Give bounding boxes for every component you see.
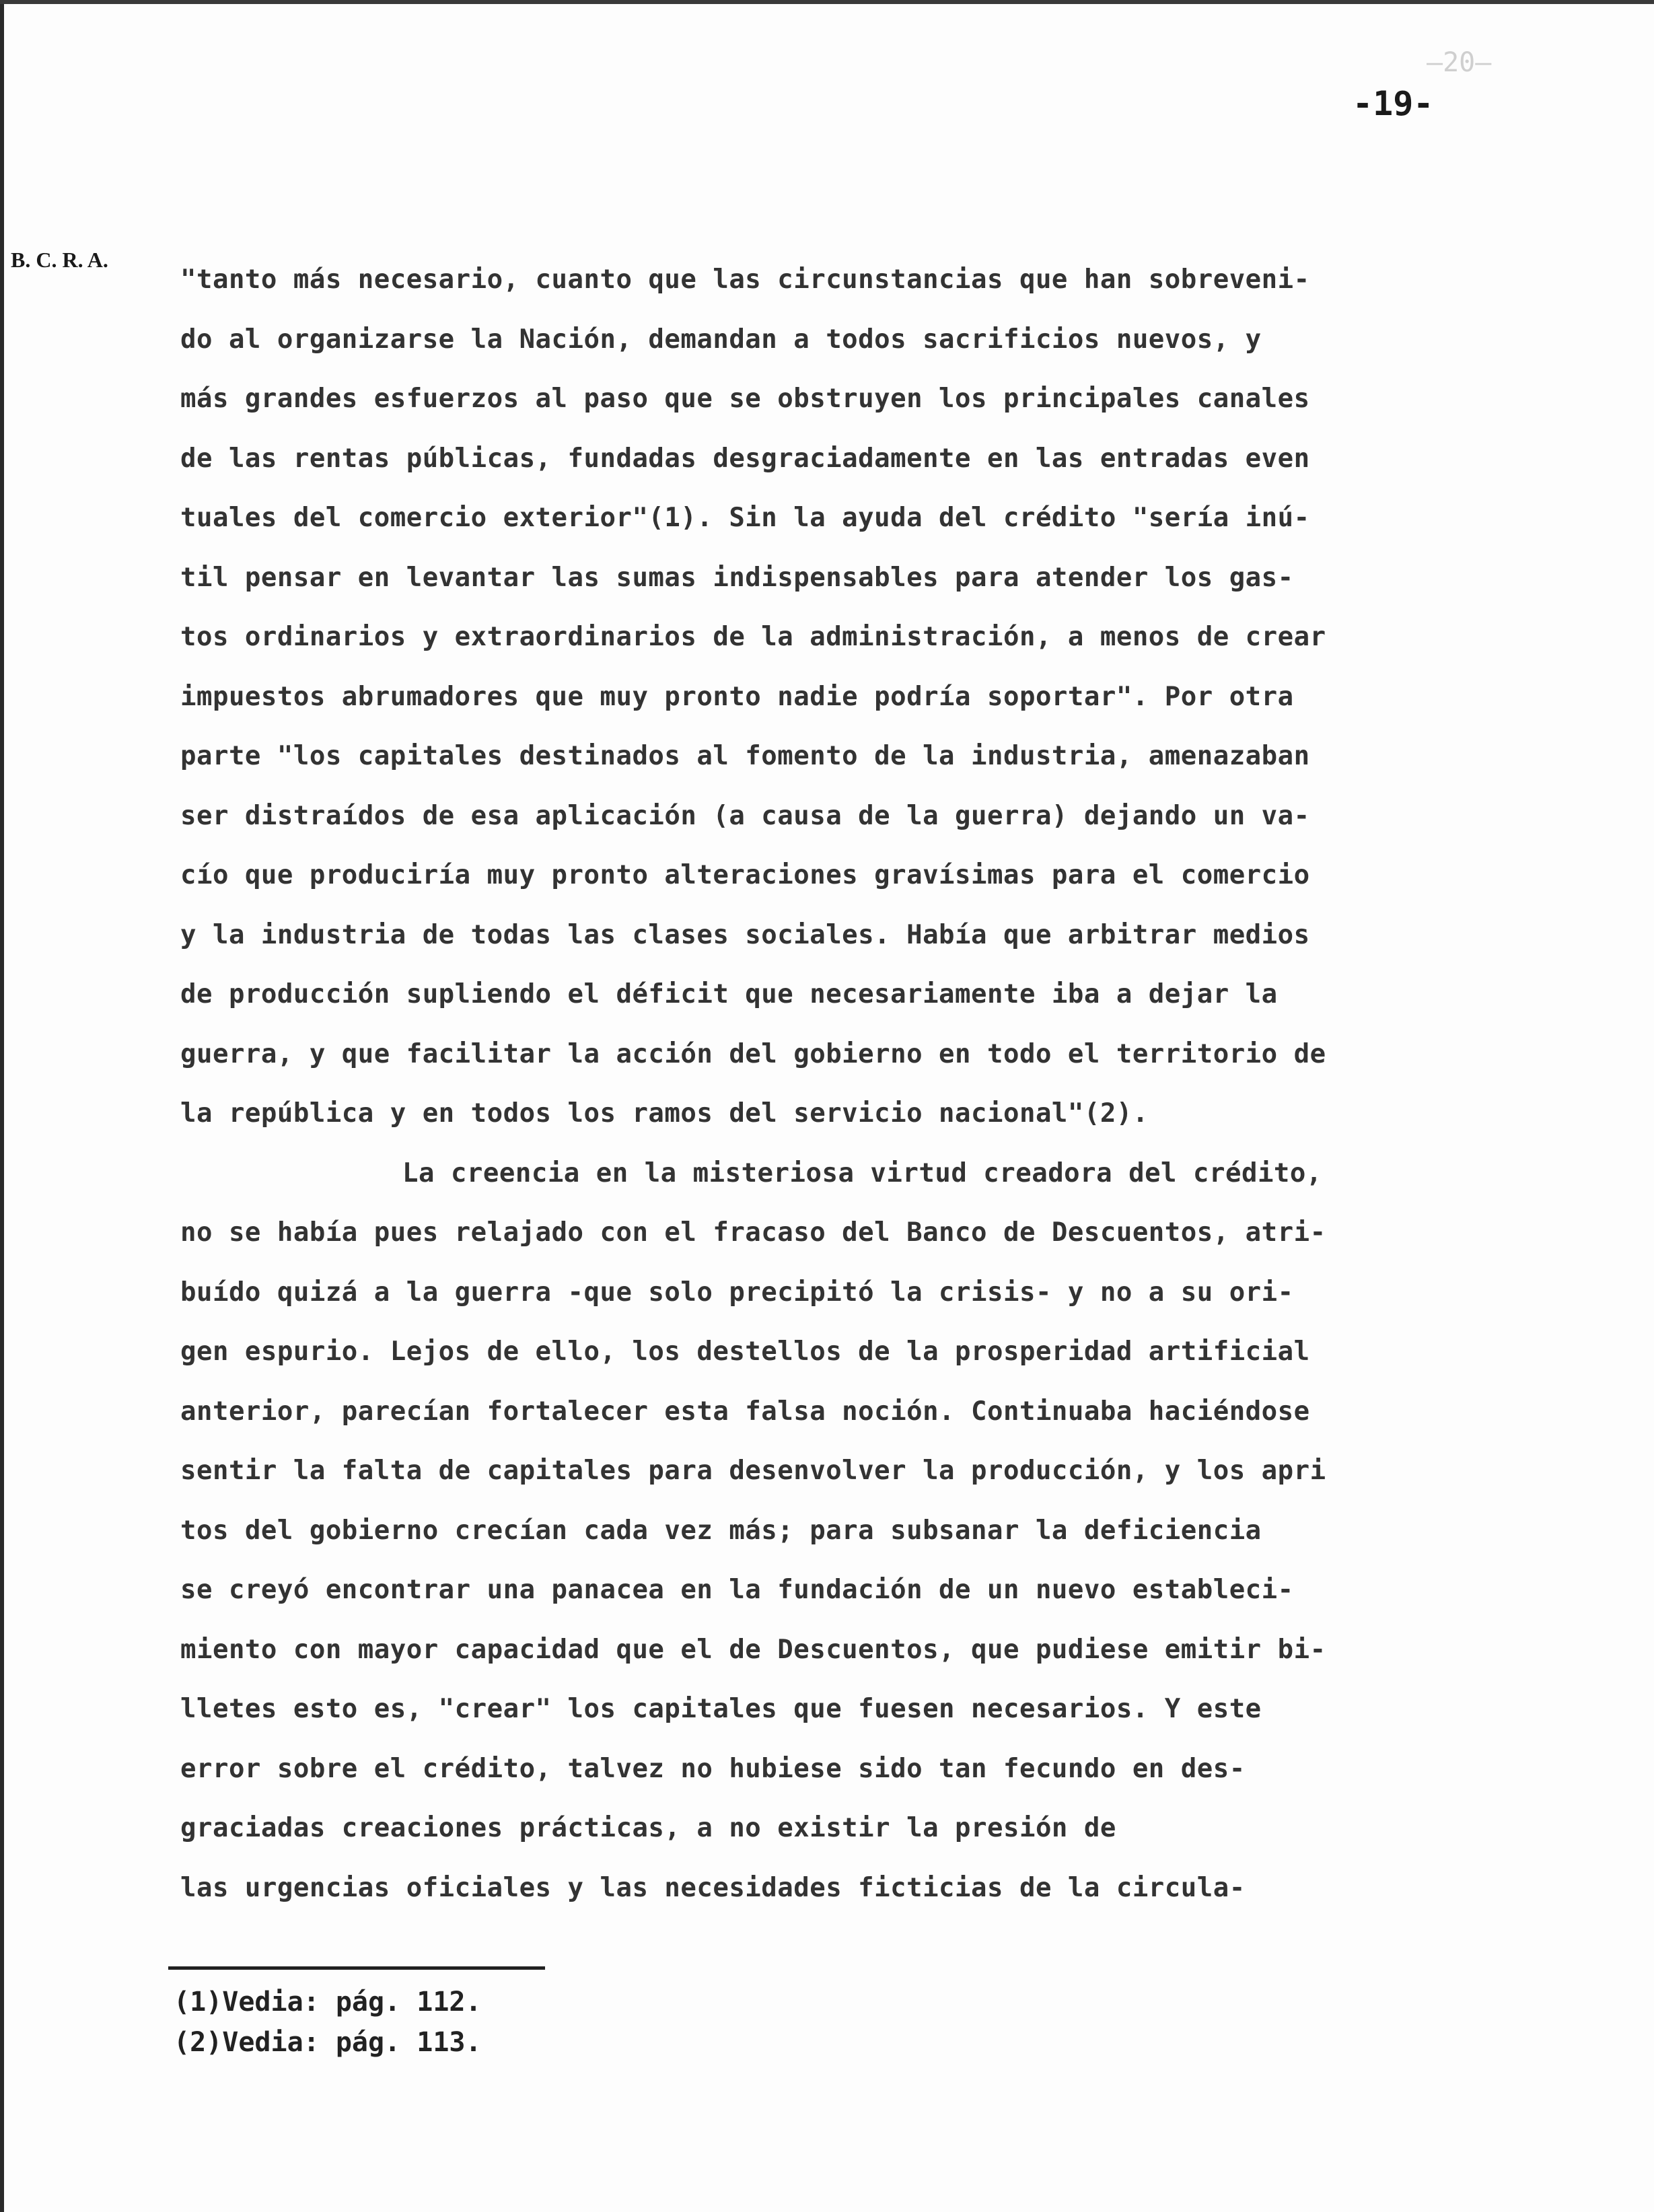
margin-stamp: B. C. R. A. — [11, 248, 108, 272]
text-line: anterior, parecían fortalecer esta falsa noción. Continuaba haciéndose — [180, 1396, 1310, 1427]
text-line: la república y en todos los ramos del servicio nacional"(2). — [180, 1098, 1149, 1129]
bleed-through-page-number: —20— — [1427, 47, 1492, 78]
footnote: (2)Vedia: pág. 113. — [174, 2027, 482, 2058]
text-line: parte "los capitales destinados al fomento de la industria, amenazaban — [180, 741, 1310, 771]
text-line: y la industria de todas las clases sociales. Había que arbitrar medios — [180, 919, 1310, 950]
text-line: lletes esto es, "crear" los capitales que fuesen necesarios. Y este — [180, 1694, 1262, 1724]
scan-top-edge — [0, 0, 1654, 4]
scan-left-edge — [0, 0, 4, 2212]
text-line: de producción supliendo el déficit que necesariamente iba a dejar la — [180, 979, 1278, 1009]
text-line: buído quizá a la guerra -que solo precipitó la crisis- y no a su ori- — [180, 1277, 1294, 1308]
text-line: miento con mayor capacidad que el de Descuentos, que pudiese emitir bi- — [180, 1634, 1326, 1665]
footnotes — [174, 1982, 482, 2063]
text-line-paragraph-start: La creencia en la misteriosa virtud creadora del crédito, — [402, 1157, 1322, 1188]
text-line: cío que produciría muy pronto alteraciones gravísimas para el comercio — [180, 860, 1310, 890]
text-line: tos ordinarios y extraordinarios de la administración, a menos de crear — [180, 622, 1326, 652]
body-text — [180, 264, 1647, 1931]
text-line: no se había pues relajado con el fracaso del Banco de Descuentos, atri- — [180, 1217, 1326, 1248]
text-line: guerra, y que facilitar la acción del gobierno en todo el territorio de — [180, 1038, 1326, 1069]
text-line: impuestos abrumadores que muy pronto nadie podría soportar". Por otra — [180, 681, 1294, 712]
text-line: gen espurio. Lejos de ello, los destellos de la prosperidad artificial — [180, 1336, 1310, 1367]
text-line: tos del gobierno crecían cada vez más; para subsanar la deficiencia — [180, 1515, 1262, 1546]
text-line: tuales del comercio exterior"(1). Sin la ayuda del crédito "sería inú- — [180, 503, 1310, 533]
text-line: sentir la falta de capitales para desenvolver la producción, y los apri — [180, 1456, 1326, 1486]
footnote: (1)Vedia: pág. 112. — [174, 1987, 482, 2018]
text-line: do al organizarse la Nación, demandan a todos sacrificios nuevos, y — [180, 324, 1262, 355]
text-line: se creyó encontrar una panacea en la fundación de un nuevo estableci- — [180, 1575, 1294, 1605]
text-line: graciadas creaciones prácticas, a no existir la presión de — [180, 1813, 1116, 1843]
text-line: más grandes esfuerzos al paso que se obstruyen los principales canales — [180, 384, 1310, 414]
text-line: error sobre el crédito, talvez no hubiese sido tan fecundo en des- — [180, 1753, 1246, 1784]
text-line: til pensar en levantar las sumas indispensables para atender los gas- — [180, 562, 1294, 593]
text-line: de las rentas públicas, fundadas desgraciadamente en las entradas even — [180, 443, 1310, 474]
text-line: "tanto más necesario, cuanto que las circunstancias que han sobreveni- — [180, 264, 1310, 295]
footnote-divider — [168, 1966, 545, 1970]
text-line: ser distraídos de esa aplicación (a causa de la guerra) dejando un va- — [180, 800, 1310, 831]
page-number: -19- — [1353, 84, 1434, 123]
text-line: las urgencias oficiales y las necesidades ficticias de la circula- — [180, 1872, 1246, 1903]
